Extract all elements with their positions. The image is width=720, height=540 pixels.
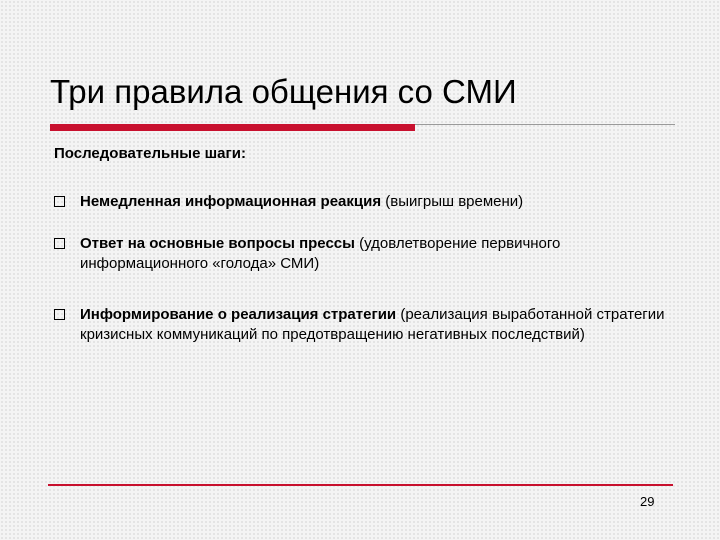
bullet-term: Информирование о реализация стратегии — [80, 306, 397, 323]
bullet-note: (удовлетворение первичного информационного «голода» СМИ) — [80, 235, 561, 272]
bullet-item — [54, 192, 684, 212]
bullet-term: Ответ на основные вопросы прессы — [80, 235, 355, 252]
hollow-square-icon — [54, 196, 65, 207]
bullet-item — [54, 234, 684, 274]
slide-title: Три правила общения со СМИ — [50, 73, 517, 110]
hollow-square-icon — [54, 309, 65, 320]
page-number: 29 — [640, 494, 655, 509]
bullet-item — [54, 305, 684, 345]
bullet-term: Немедленная информационная реакция — [80, 193, 382, 210]
footer-accent-line — [48, 484, 673, 486]
title-divider-line — [415, 124, 675, 125]
bullet-note: (выигрыш времени) — [381, 193, 524, 210]
subtitle: Последовательные шаги: — [54, 145, 246, 162]
bullet-note: (реализация выработанной стратегии кризисных коммуникаций по предотвращению негативных последствий) — [80, 306, 665, 343]
hollow-square-icon — [54, 238, 65, 249]
title-accent-bar — [50, 124, 415, 131]
bullet-list — [54, 192, 684, 367]
